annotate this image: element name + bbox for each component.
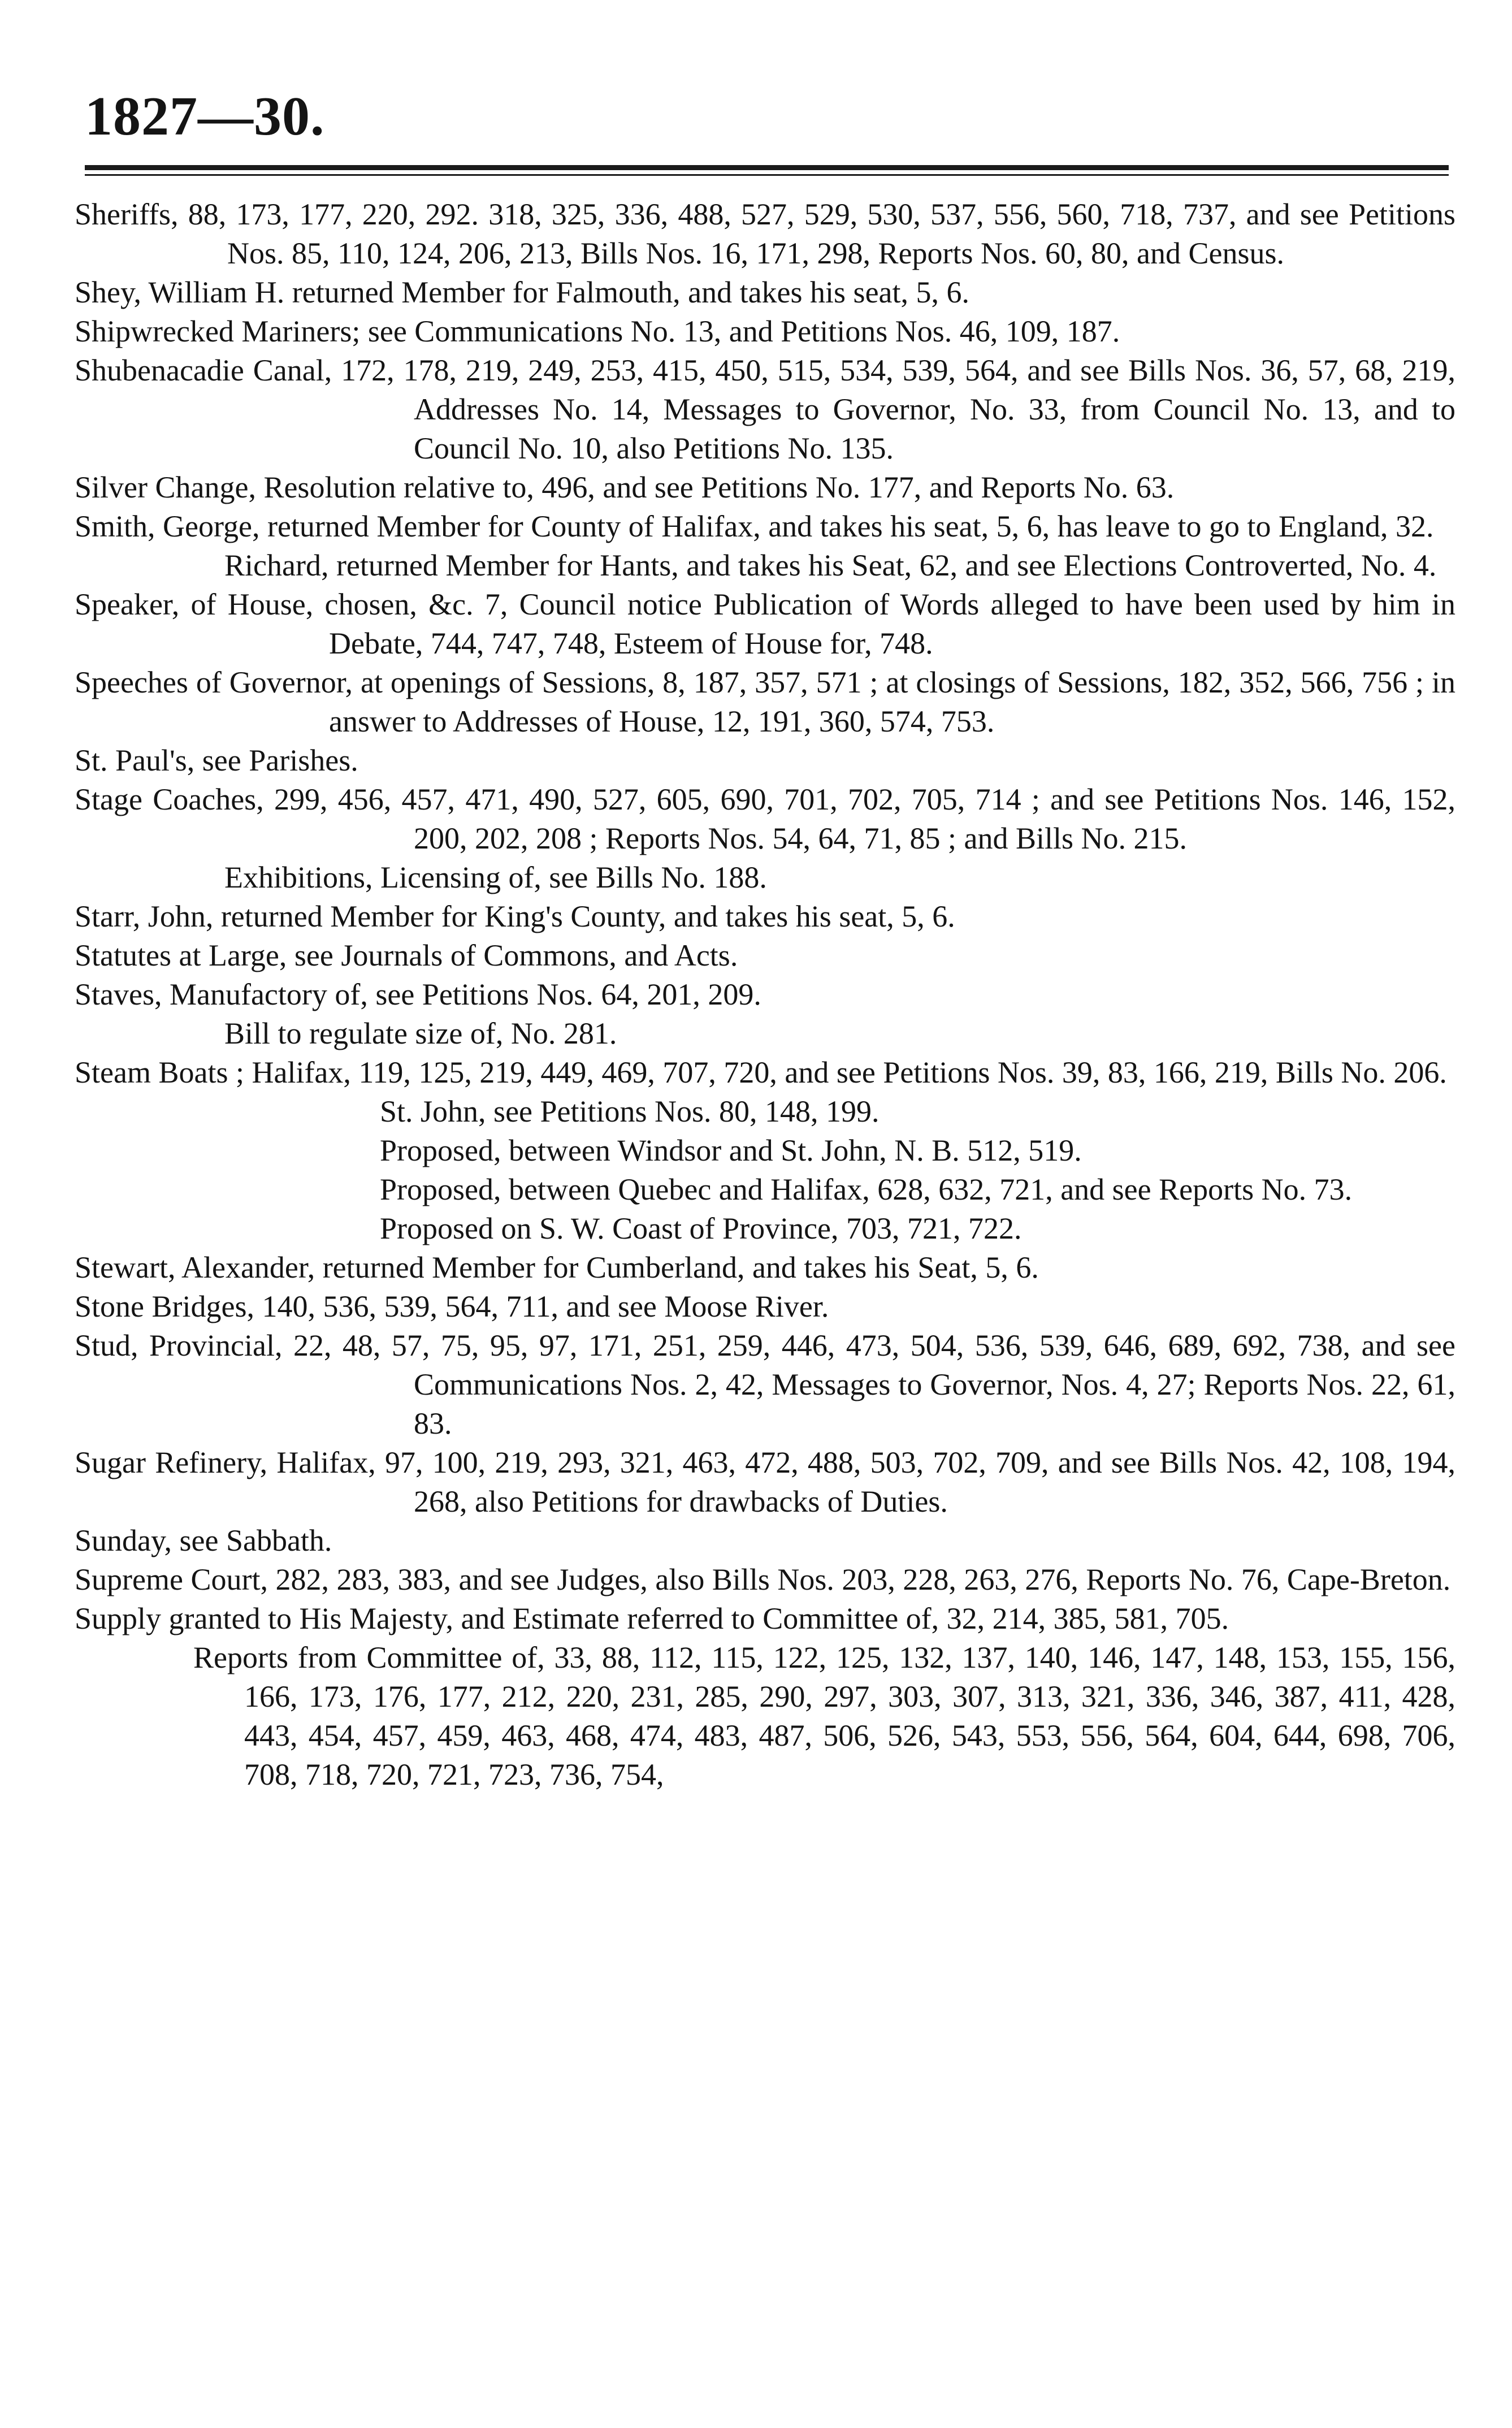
index-entry: Shey, William H. returned Member for Falmouth, and takes his seat, 5, 6.	[75, 275, 970, 309]
index-entry: Stewart, Alexander, returned Member for Cumberland, and takes his Seat, 5, 6.	[75, 1250, 1039, 1284]
index-entry: Stone Bridges, 140, 536, 539, 564, 711, and see Moose River.	[75, 1289, 829, 1323]
index-entry: Stud, Provincial, 22, 48, 57, 75, 95, 97, 171, 251, 259, 446, 473, 504, 536, 539, 646, 689, 692, 738, and see Communications Nos. 2, 42, Messages to Governor, Nos. 4, 27; Reports Nos. 22, 61, 83.	[75, 1328, 1455, 1440]
index-entry: St. John, see Petitions Nos. 80, 148, 199.	[380, 1094, 880, 1128]
index-entry: Supply granted to His Majesty, and Estimate referred to Committee of, 32, 214, 385, 581, 705.	[75, 1602, 1229, 1635]
index-entry: Shubenacadie Canal, 172, 178, 219, 249, 253, 415, 450, 515, 534, 539, 564, and see Bills Nos. 36, 57, 68, 219, Addresses No. 14, Messages to Governor, No. 33, from Council No. 13, and to Council No. 10, also Petitions No. 135.	[75, 353, 1455, 465]
index-entry: Speaker, of House, chosen, &c. 7, Council notice Publication of Words alleged to have been used by him in Debate, 744, 747, 748, Esteem of House for, 748.	[75, 587, 1455, 660]
index-entry: Proposed, between Windsor and St. John, N. B. 512, 519.	[380, 1133, 1082, 1167]
index-entry: Sugar Refinery, Halifax, 97, 100, 219, 293, 321, 463, 472, 488, 503, 702, 709, and see Bills Nos. 42, 108, 194, 268, also Petitions for drawbacks of Duties.	[75, 1445, 1455, 1518]
index-entry: Steam Boats ; Halifax, 119, 125, 219, 449, 469, 707, 720, and see Petitions Nos. 39, 83, 166, 219, Bills No. 206.	[75, 1055, 1447, 1089]
index-entry: Stage Coaches, 299, 456, 457, 471, 490, 527, 605, 690, 701, 702, 705, 714 ; and see Petitions Nos. 146, 152, 200, 202, 208 ; Reports Nos. 54, 64, 71, 85 ; and Bills No. 215.	[75, 782, 1455, 855]
index-entry: Sunday, see Sabbath.	[75, 1524, 332, 1557]
index-entry: Reports from Committee of, 33, 88, 112, 115, 122, 125, 132, 137, 140, 146, 147, 148, 153, 155, 156, 166, 173, 176, 177, 212, 220, 231, 285, 290, 297, 303, 307, 313, 321, 336, 346, 387, 411, 428, 443, 454, 457, 459, 463, 468, 474, 483, 487, 506, 526, 543, 553, 556, 564, 604, 644, 698, 706, 708, 718, 720, 721, 723, 736, 754,	[193, 1641, 1455, 1791]
index-entry: Starr, John, returned Member for King's County, and takes his seat, 5, 6.	[75, 899, 955, 933]
header-rule-thin	[85, 174, 1449, 176]
index-entry: Statutes at Large, see Journals of Commons, and Acts.	[75, 938, 738, 972]
index-entry: Proposed on S. W. Coast of Province, 703, 721, 722.	[380, 1211, 1022, 1245]
index-entry: Proposed, between Quebec and Halifax, 628, 632, 721, and see Reports No. 73.	[380, 1172, 1353, 1206]
index-entry: Speeches of Governor, at openings of Sessions, 8, 187, 357, 571 ; at closings of Sessions, 182, 352, 566, 756 ; in answer to Addresses of House, 12, 191, 360, 574, 753.	[75, 665, 1455, 738]
index-entry: Supreme Court, 282, 283, 383, and see Judges, also Bills Nos. 203, 228, 263, 276, Reports No. 76, Cape-Breton.	[75, 1563, 1451, 1596]
index-entry: Silver Change, Resolution relative to, 496, and see Petitions No. 177, and Reports No. 63.	[75, 470, 1175, 504]
index-entry: Staves, Manufactory of, see Petitions Nos. 64, 201, 209.	[75, 977, 761, 1011]
index-entry: Bill to regulate size of, No. 281.	[224, 1016, 617, 1050]
index-entry: St. Paul's, see Parishes.	[75, 743, 358, 777]
index-entry: Exhibitions, Licensing of, see Bills No. 188.	[224, 860, 767, 894]
index-list	[75, 195, 1455, 1794]
index-entry: Richard, returned Member for Hants, and takes his Seat, 62, and see Elections Controverted, No. 4.	[224, 548, 1437, 582]
index-entry: Smith, George, returned Member for County of Halifax, and takes his seat, 5, 6, has leave to go to England, 32.	[75, 509, 1434, 543]
index-entry: Sheriffs, 88, 173, 177, 220, 292. 318, 325, 336, 488, 527, 529, 530, 537, 556, 560, 718, 737, and see Petitions Nos. 85, 110, 124, 206, 213, Bills Nos. 16, 171, 298, Reports Nos. 60, 80, and Census.	[75, 197, 1455, 270]
index-entry: Shipwrecked Mariners; see Communications No. 13, and Petitions Nos. 46, 109, 187.	[75, 314, 1120, 348]
page-header: 1827—30.	[85, 86, 325, 147]
header-rule-thick	[85, 165, 1449, 170]
